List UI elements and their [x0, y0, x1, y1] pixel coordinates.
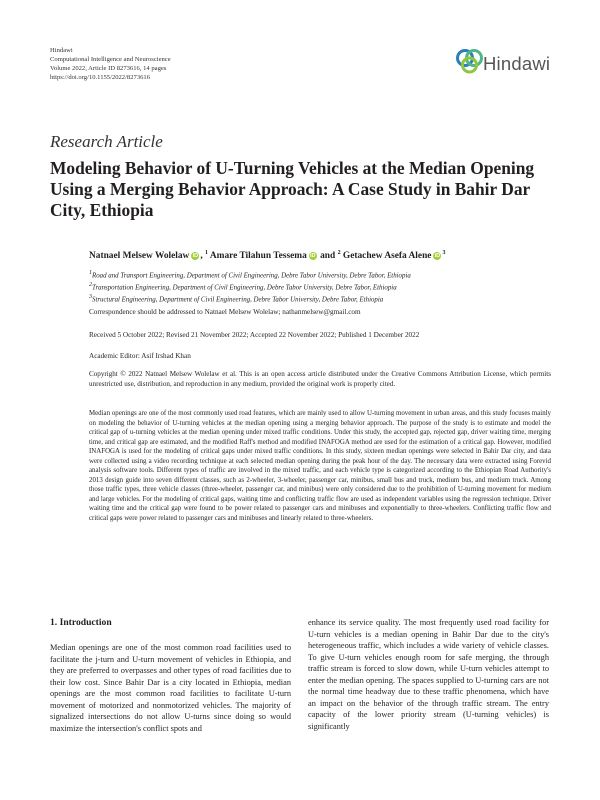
affiliation-mark: 3: [89, 293, 92, 300]
academic-editor: Academic Editor: Asif Irshad Khan: [89, 352, 191, 360]
affiliations: [89, 269, 559, 305]
author-affil-mark: 3: [442, 250, 446, 256]
journal-meta: [50, 46, 171, 82]
author-affil-mark: 2: [337, 250, 341, 256]
affiliation-mark: 1: [89, 270, 92, 276]
volume-line: Volume 2022, Article ID 8273616, 14 pages: [50, 65, 167, 72]
section-heading-introduction: 1. Introduction: [50, 617, 112, 628]
author-name[interactable]: Getachew Asefa Alene: [342, 251, 432, 262]
orcid-icon[interactable]: iD: [310, 253, 316, 260]
author-name[interactable]: Natnael Melsew Wolelaw: [89, 251, 190, 262]
body-column-left: Median openings are one of the most common road facilities used to facilitate the j-turn and U-turn movement of vehicles in Ethiopia, and they are preferred to overpasses and other types of road facilities due to their low cost. Since Bahir Dar is a city located in Ethiopia, median openings are the most common road facilities to facilitate U-turn movement of motorized and nonmotorized vehicles. The majority of signalized intersections do not allow U-turns since doing so would maximize the intersection's conflict spots and: [50, 643, 291, 733]
article-dates: Received 5 October 2022; Revised 21 November 2022; Accepted 22 November 2022; Published 1 December 2022: [89, 331, 420, 339]
publisher-name: Hindawi: [50, 47, 73, 54]
author-separator: and: [317, 251, 338, 262]
affiliation-text: Structural Engineering, Department of Civil Engineering, Debre Tabor University, Debre Tabor, Ethiopia: [92, 296, 384, 304]
author-list: [89, 250, 559, 261]
author-affil-mark: 1: [205, 250, 209, 256]
doi-link[interactable]: https://doi.org/10.1155/2022/8273616: [50, 74, 151, 81]
affiliation-item: [89, 281, 559, 293]
article-type: Research Article: [50, 132, 163, 151]
copyright-notice: Copyright © 2022 Natnael Melsew Wolelaw et al. This is an open access article distributed under the Creative Commons Attribution License, which permits unrestricted use, distribution, and reproduction in any medium, provided the original work is properly cited.: [89, 370, 551, 388]
affiliation-item: [89, 293, 559, 305]
affiliation-mark: 2: [89, 281, 92, 288]
affiliation-text: Transportation Engineering, Department of Civil Engineering, Debre Tabor University, Debre Tabor, Ethiopia: [92, 284, 397, 292]
affiliation-item: [89, 269, 559, 281]
affiliation-text: Road and Transport Engineering, Department of Civil Engineering, Debre Tabor University, Debre Tabor, Ethiopia: [92, 272, 411, 280]
author-name[interactable]: Amare Tilahun Tessema: [209, 251, 307, 262]
orcid-icon[interactable]: iD: [192, 253, 199, 260]
logo-text: Hindawi: [483, 53, 551, 74]
journal-name: Computational Intelligence and Neuroscience: [50, 56, 171, 63]
article-title: Modeling Behavior of U-Turning Vehicles at the Median Opening Using a Merging Behavior Approach: A Case Study in Bahir Dar City, Ethiopia: [50, 158, 535, 220]
orcid-icon[interactable]: iD: [434, 253, 441, 260]
body-column-right: enhance its service quality. The most frequently used road facility for U-turn vehicles is a median opening in Bahir Dar due to the city's heterogeneous traffic, which includes a wide variety of vehicle classes. To give U-turn vehicles enough room for safe merging, the through traffic stream is forced to slow down, while U-turn vehicles attempt to enter the median opening. The spaces supplied to U-turning cars are not the normal time headway due to these traffic phenomena, which have an impact on the behavior of the through traffic stream. The entry capacity of the lower priority stream (U-turning vehicles) is significantly: [308, 618, 549, 731]
correspondence: Correspondence should be addressed to Natnael Melsew Wolelaw; nathanmelsew@gmail.com: [89, 308, 361, 316]
author-separator: ,: [200, 251, 206, 262]
abstract: Median openings are one of the most commonly used road features, which are mainly used to allow U-turning movement in urban areas, and this study focuses mainly on modeling the behavior of U-turning vehicles at the median opening using a merging behavior approach. The purpose of the study is to estimate and model the critical gap of u-turning vehicles at the median opening under mixed traffic conditions. Under this study, the accepted gap, rejected gap, driver waiting time, merging time, and critical gap are estimated, and the modified Raff's method and modified INAFOGA method are used for the estimation of a critical gap. However, modified INAFOGA is used for the modeling of critical gaps under mixed traffic conditions. In this study, sixteen median openings were selected in Bahir Dar city, and data were collected using a video recording technique at each selected median opening during the peak hour of the day. The necessary data were extracted using Forevid analysis software tools. Different types of traffic are involved in the mixed traffic, and each vehicle type is categorized according to the Ethiopian Road Authority's 2013 design guide into seven different classes, such as 2-wheeler, 3-wheeler, passenger car, minibus, small bus and truck, medium bus, and medium truck. Among those traffic types, three vehicle classes (three-wheeler, passenger car, and minibus) were only considered due to the prohibition of U-turning movement for medium and large vehicles. For the modeling of critical gaps, waiting time and conflicting traffic flow are used as independent variables using the regression technique. Driver waiting time and the critical gap were found to be power related to passenger cars and minibuses and exponentially to three-wheelers. Conflicting traffic flow and critical gaps were power related to passenger cars and minibuses and linearly related to three-wheelers.: [89, 410, 551, 522]
